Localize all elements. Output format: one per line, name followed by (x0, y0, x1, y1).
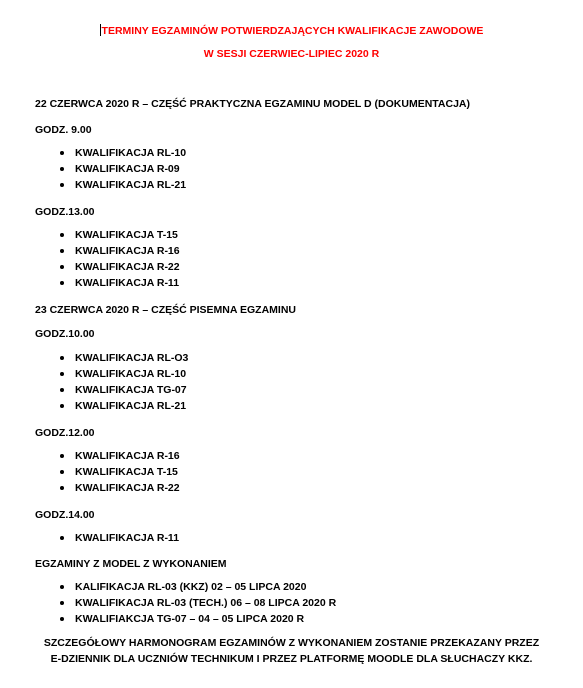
qualification-item: KWALIFIKACJA R-11 (60, 530, 179, 546)
footer-note-line2: E-DZIENNIK DLA UCZNIÓW TECHNIKUM I PRZEZ PLATFORMĘ MOODLE DLA SŁUCHACZY KKZ. (50, 653, 533, 665)
qualification-item: KWALIFIKACJA R-22 (60, 259, 180, 275)
day2-heading: 23 CZERWCA 2020 R – CZĘŚĆ PISEMNA EGZAMINU (35, 304, 296, 316)
model-w-heading: EGZAMINY Z MODEL Z WYKONANIEM (35, 558, 227, 570)
qualification-item: KWALIFIKACJA R-16 (60, 448, 180, 464)
day2-slot2-list (60, 448, 180, 496)
day1-slot2-list (60, 227, 180, 291)
qualification-item: KWALIFIKACJA R-09 (60, 161, 186, 177)
title-text-1: TERMINY EGZAMINÓW POTWIERDZAJĄCYCH KWALIFIKACJE ZAWODOWE (101, 25, 484, 37)
qualification-item: KWALIFIKACJA RL-10 (60, 145, 186, 161)
qualification-item: KWALIFIKACJA RL-O3 (60, 350, 188, 366)
day2-slot1-list (60, 350, 188, 414)
day1-slot1-time: GODZ. 9.00 (35, 124, 92, 136)
document-title-line1 (0, 24, 583, 37)
qualification-item: KWALIFIKACJA T-15 (60, 227, 180, 243)
model-w-list (60, 579, 336, 627)
qualification-item: KWALIFIKACJA T-15 (60, 464, 180, 480)
day2-slot3-list (60, 530, 179, 546)
practical-exam-item: KWALIFIKACJA RL-03 (TECH.) 06 – 08 LIPCA 2020 R (60, 595, 336, 611)
day1-slot1-list (60, 145, 186, 193)
day1-heading: 22 CZERWCA 2020 R – CZĘŚĆ PRAKTYCZNA EGZAMINU MODEL D (DOKUMENTACJA) (35, 98, 471, 110)
document-title-line2: W SESJI CZERWIEC-LIPIEC 2020 R (203, 48, 380, 60)
day2-slot1-time: GODZ.10.00 (35, 328, 95, 340)
text-cursor (100, 24, 101, 36)
qualification-item: KWALIFIKACJA RL-21 (60, 398, 188, 414)
qualification-item: KWALIFIKACJA R-11 (60, 275, 180, 291)
qualification-item: KWALIFIKACJA RL-21 (60, 177, 186, 193)
day2-slot3-time: GODZ.14.00 (35, 509, 95, 521)
footer-note-line1: SZCZEGÓŁOWY HARMONOGRAM EGZAMINÓW Z WYKONANIEM ZOSTANIE PRZEKAZANY PRZEZ (43, 637, 540, 649)
day2-slot2-time: GODZ.12.00 (35, 427, 95, 439)
qualification-item: KWALIFIKACJA R-16 (60, 243, 180, 259)
day1-slot2-time: GODZ.13.00 (35, 206, 95, 218)
qualification-item: KWALIFIKACJA TG-07 (60, 382, 188, 398)
qualification-item: KWALIFIKACJA R-22 (60, 480, 180, 496)
practical-exam-item: KALIFIKACJA RL-03 (KKZ) 02 – 05 LIPCA 2020 (60, 579, 336, 595)
practical-exam-item: KWALIFIAKCJA TG-07 – 04 – 05 LIPCA 2020 R (60, 611, 336, 627)
qualification-item: KWALIFIKACJA RL-10 (60, 366, 188, 382)
